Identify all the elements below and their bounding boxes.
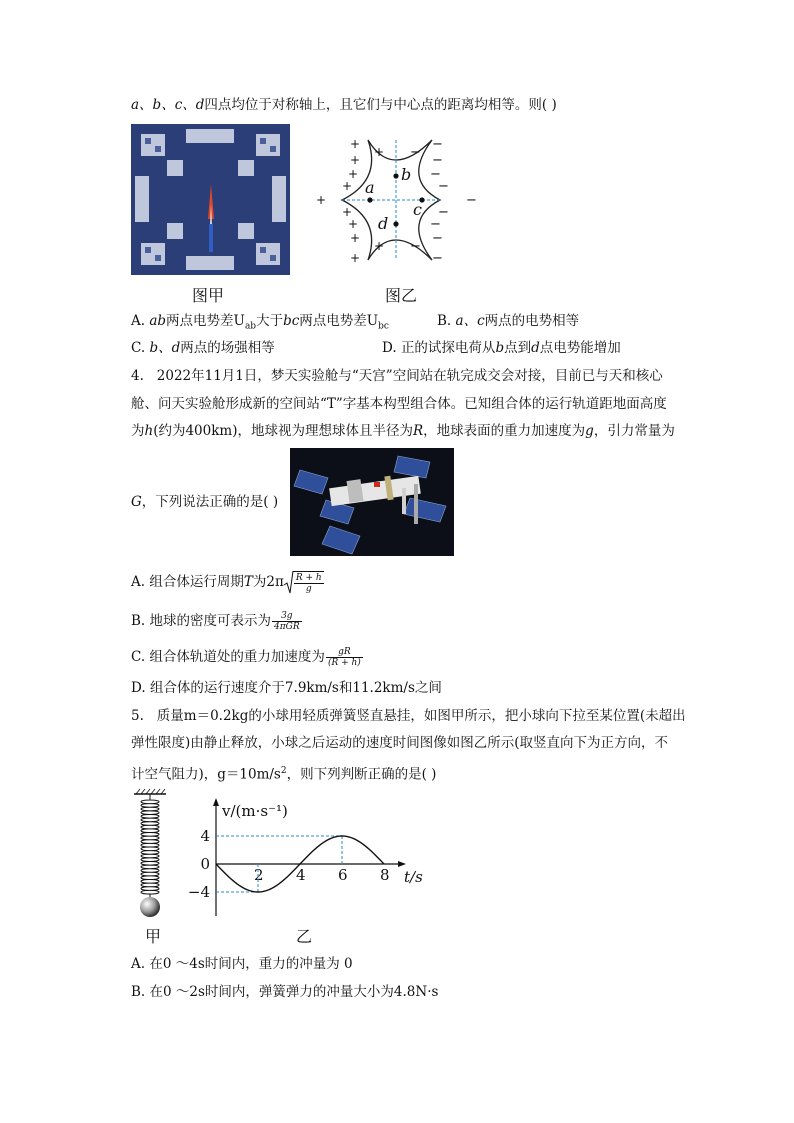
plus-sign: + <box>374 145 385 159</box>
question-number: 5. <box>131 708 144 724</box>
q4-option-d: D. 组合体的运行速度介于7.9km/s和11.2km/s之间 <box>131 680 442 696</box>
q3-label-c: c <box>413 200 422 219</box>
ball <box>140 897 160 917</box>
x-axis-label: t/s <box>404 868 423 886</box>
question-number: 4. <box>131 368 144 384</box>
spring-figure <box>130 788 170 920</box>
minus-sign: − <box>410 145 421 160</box>
plus-sign: + <box>374 239 385 253</box>
minus-sign: − <box>432 153 443 168</box>
q5-line-1: 5. 质量m＝0.2kg的小球用轻质弹簧竖直悬挂，如图甲所示，把小球向下拉至某位置(未超出 <box>131 708 686 724</box>
plus-sign: + <box>342 205 353 219</box>
q3-stem-rest: 四点均位于对称轴上，且它们与中心点的距离均相等。则( ) <box>204 97 557 113</box>
q3-option-b: B. a、c两点的电势相等 <box>437 313 580 329</box>
minus-sign: − <box>466 193 477 208</box>
plus-sign: + <box>350 137 361 151</box>
q5-fig-jia-caption: 甲 <box>145 927 162 946</box>
q3-point-d <box>393 221 398 226</box>
q3-stem <box>131 96 557 114</box>
x-axis-arrow <box>398 861 406 867</box>
minus-sign: − <box>432 137 443 152</box>
q3-fig-yi-caption: 图乙 <box>385 286 418 305</box>
y-tick-label: 4 <box>200 827 210 845</box>
q3-option-a: A. ab两点电势差$U_{ab}$大于bc两点电势差$U_{bc}$ <box>131 313 389 332</box>
plus-sign: + <box>350 153 361 167</box>
q4-option-b: B. 地球的密度可表示为 $\frac{3g}{\text{4πGR}}$ <box>131 611 300 632</box>
q4-option-c: C. 组合体轨道处的重力加速度为 $\frac{gR}{(R + h)}$ <box>131 647 361 668</box>
q4-line-4: G，下列说法正确的是( ) <box>131 494 279 510</box>
q3-point-a <box>367 197 372 202</box>
q4-line-1: 4. 2022年11月1日，梦天实验舱与“天宫”空间站在轨完成交会对接，目前已与天和核心 <box>131 368 663 384</box>
x-tick-label: 2 <box>254 866 264 884</box>
x-tick-label: 4 <box>296 866 306 884</box>
q5-option-a: A. 在0 ～4s时间内，重力的冲量为 0 <box>131 956 353 972</box>
spring-coil <box>141 794 159 894</box>
q5-line-2: 弹性限度)由静止释放，小球之后运动的速度时间图像如图乙所示(取竖直向下为正方向，不 <box>131 735 669 751</box>
q3-fig-yi-diagram <box>312 130 480 270</box>
minus-sign: − <box>410 239 421 254</box>
q3-label-b: b <box>401 165 412 184</box>
vt-graph <box>187 796 424 924</box>
y-axis-arrow <box>213 798 219 806</box>
x-tick-label: 6 <box>338 866 348 884</box>
q3-option-d: D. 正的试探电荷从b点到d点电势能增加 <box>382 340 621 356</box>
q3-option-c: C. b、d两点的场强相等 <box>131 340 275 356</box>
x-tick-label: 8 <box>380 866 390 884</box>
q3-stem-letters: a、b、c、d <box>131 97 205 113</box>
sqrt-symbol: $\frac{R + h}{g}$ <box>284 571 324 594</box>
plus-sign: + <box>348 217 359 231</box>
q4-option-a: A. 组合体运行周期T为2π $\frac{R + h}{g}$ <box>131 573 322 594</box>
minus-sign: − <box>432 231 443 246</box>
plus-sign: + <box>316 193 327 207</box>
y-axis-label: v/(m·s⁻¹) <box>222 802 288 820</box>
space-station-image <box>290 448 454 556</box>
minus-sign: − <box>438 179 449 194</box>
minus-sign: − <box>430 167 441 182</box>
q5-fig-yi-caption: 乙 <box>296 927 313 946</box>
minus-sign: − <box>432 251 443 266</box>
plus-sign: + <box>348 167 359 181</box>
plus-sign: + <box>350 251 361 265</box>
q3-label-d: d <box>378 214 389 233</box>
q5-line-3: 计空气阻力)，$g=10m/s^2$，则下列判断正确的是( ) <box>131 766 437 783</box>
y-tick-label: 0 <box>200 855 210 873</box>
q3-label-a: a <box>365 178 375 197</box>
minus-sign: − <box>430 217 441 232</box>
q5-option-b: B. 在0 ～2s时间内，弹簧弹力的冲量大小为4.8N·s <box>131 984 439 1000</box>
plus-sign: + <box>342 179 353 193</box>
minus-sign: − <box>438 205 449 220</box>
plus-sign: + <box>350 231 361 245</box>
y-tick-label: −4 <box>187 883 210 901</box>
q3-fig-jia-image <box>131 124 290 275</box>
q3-point-b <box>393 173 398 178</box>
q3-fig-jia-caption: 图甲 <box>192 286 225 305</box>
q4-line-2: 舱、问天实验舱形成新的空间站“T”字基本构型组合体。已知组合体的运行轨道距地面高度 <box>131 396 667 412</box>
q4-line-3: 为h(约为400km)，地球视为理想球体且半径为R，地球表面的重力加速度为g，引力常量为 <box>131 423 675 439</box>
